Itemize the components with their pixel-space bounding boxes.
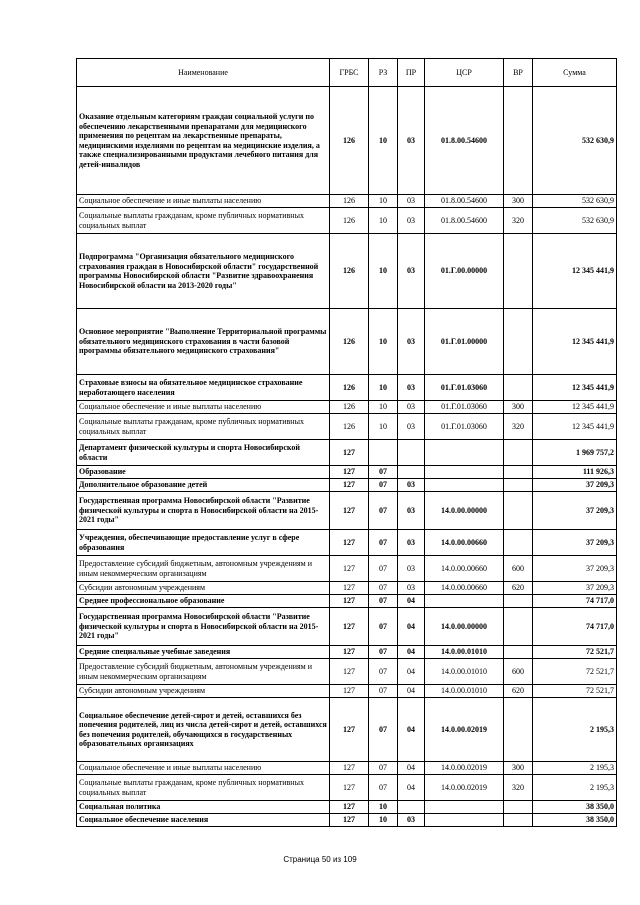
cell-csr: 01.Г.01.00000 <box>425 309 504 375</box>
cell-vr <box>504 801 533 814</box>
cell-csr: 14.0.00.00000 <box>425 492 504 530</box>
table-row <box>77 698 617 762</box>
cell-grbs: 127 <box>330 608 369 646</box>
cell-name: Среднее профессиональное образование <box>77 595 330 608</box>
cell-pr: 04 <box>398 646 425 659</box>
cell-grbs: 127 <box>330 775 369 801</box>
cell-vr <box>504 375 533 401</box>
table-row <box>77 762 617 775</box>
table-row <box>77 814 617 827</box>
cell-sum: 12 345 441,9 <box>533 234 617 309</box>
cell-csr: 14.0.00.02019 <box>425 775 504 801</box>
cell-name: Страховые взносы на обязательное медицинское страхование неработающего населения <box>77 375 330 401</box>
cell-sum: 2 195,3 <box>533 698 617 762</box>
cell-sum: 532 630,9 <box>533 195 617 208</box>
cell-name: Департамент физической культуры и спорта Новосибирской области <box>77 440 330 466</box>
cell-vr <box>504 440 533 466</box>
cell-rz: 07 <box>369 775 398 801</box>
cell-sum: 72 521,7 <box>533 646 617 659</box>
cell-rz: 10 <box>369 375 398 401</box>
cell-csr: 01.8.00.54600 <box>425 195 504 208</box>
table-row <box>77 608 617 646</box>
cell-grbs: 127 <box>330 582 369 595</box>
cell-rz: 07 <box>369 646 398 659</box>
cell-pr <box>398 801 425 814</box>
cell-name: Субсидии автономным учреждениям <box>77 582 330 595</box>
cell-pr: 03 <box>398 582 425 595</box>
cell-sum: 12 345 441,9 <box>533 375 617 401</box>
cell-csr <box>425 814 504 827</box>
cell-name: Подпрограмма "Организация обязательного медицинского страхования граждан в Новосибирской области" государственной программы Новосибирской области "Развитие здравоохранения Новосибирской области на 2013-2020 годы" <box>77 234 330 309</box>
cell-sum: 74 717,0 <box>533 608 617 646</box>
cell-vr <box>504 646 533 659</box>
cell-name: Предоставление субсидий бюджетным, автономным учреждениям и иным некоммерческим организациям <box>77 556 330 582</box>
cell-vr <box>504 698 533 762</box>
cell-rz: 07 <box>369 608 398 646</box>
cell-sum: 532 630,9 <box>533 87 617 195</box>
page-number: Страница 50 из 109 <box>283 855 357 864</box>
cell-name: Субсидии автономным учреждениям <box>77 685 330 698</box>
cell-grbs: 127 <box>330 801 369 814</box>
cell-grbs: 127 <box>330 440 369 466</box>
cell-grbs: 127 <box>330 595 369 608</box>
table-row <box>77 234 617 309</box>
cell-csr: 14.0.00.00000 <box>425 608 504 646</box>
cell-vr <box>504 466 533 479</box>
cell-name: Дополнительное образование детей <box>77 479 330 492</box>
cell-sum: 111 926,3 <box>533 466 617 479</box>
table-row <box>77 659 617 685</box>
cell-sum: 2 195,3 <box>533 775 617 801</box>
cell-csr: 01.8.00.54600 <box>425 87 504 195</box>
table-row <box>77 492 617 530</box>
cell-vr <box>504 479 533 492</box>
cell-name: Социальное обеспечение детей-сирот и детей, оставшихся без попечения родителей, лиц из числа детей-сирот и детей, оставшихся без попечения родителей, обучающихся в государственных образовательных организациях <box>77 698 330 762</box>
cell-name: Социальное обеспечение и иные выплаты населению <box>77 762 330 775</box>
cell-vr <box>504 309 533 375</box>
cell-rz: 07 <box>369 582 398 595</box>
cell-name: Основное мероприятие "Выполнение Территориальной программы обязательного медицинского страхования в части базовой программы обязательного медицинского страхования" <box>77 309 330 375</box>
cell-csr: 14.0.00.02019 <box>425 762 504 775</box>
cell-vr <box>504 234 533 309</box>
table-row <box>77 440 617 466</box>
cell-csr: 14.0.00.00660 <box>425 582 504 595</box>
cell-pr: 04 <box>398 595 425 608</box>
cell-csr <box>425 479 504 492</box>
cell-sum: 37 209,3 <box>533 492 617 530</box>
cell-vr: 320 <box>504 775 533 801</box>
budget-table <box>76 58 617 827</box>
cell-vr: 600 <box>504 556 533 582</box>
cell-grbs: 127 <box>330 556 369 582</box>
cell-csr <box>425 595 504 608</box>
cell-csr <box>425 801 504 814</box>
cell-pr: 04 <box>398 762 425 775</box>
cell-pr: 03 <box>398 401 425 414</box>
table-row <box>77 309 617 375</box>
table-row <box>77 801 617 814</box>
cell-sum: 12 345 441,9 <box>533 309 617 375</box>
cell-grbs: 127 <box>330 466 369 479</box>
cell-name: Социальные выплаты гражданам, кроме публичных нормативных социальных выплат <box>77 775 330 801</box>
cell-name: Социальные выплаты гражданам, кроме публичных нормативных социальных выплат <box>77 414 330 440</box>
cell-name: Средние специальные учебные заведения <box>77 646 330 659</box>
header-name: Наименование <box>77 59 330 87</box>
table-row <box>77 208 617 234</box>
table-row <box>77 195 617 208</box>
cell-name: Социальное обеспечение и иные выплаты населению <box>77 195 330 208</box>
cell-name: Учреждения, обеспечивающие предоставление услуг в сфере образования <box>77 530 330 556</box>
cell-grbs: 127 <box>330 762 369 775</box>
cell-sum: 37 209,3 <box>533 530 617 556</box>
cell-sum: 1 969 757,2 <box>533 440 617 466</box>
cell-vr <box>504 595 533 608</box>
cell-csr: 14.0.00.01010 <box>425 646 504 659</box>
cell-vr <box>504 608 533 646</box>
cell-sum: 38 350,0 <box>533 801 617 814</box>
cell-vr: 600 <box>504 659 533 685</box>
cell-rz: 10 <box>369 208 398 234</box>
cell-rz: 10 <box>369 195 398 208</box>
header-csr: ЦСР <box>425 59 504 87</box>
table-row <box>77 582 617 595</box>
cell-pr: 03 <box>398 814 425 827</box>
cell-rz: 10 <box>369 414 398 440</box>
cell-csr: 01.Г.01.03060 <box>425 401 504 414</box>
cell-name: Образование <box>77 466 330 479</box>
cell-rz: 10 <box>369 401 398 414</box>
cell-pr: 04 <box>398 608 425 646</box>
cell-vr: 300 <box>504 401 533 414</box>
cell-sum: 72 521,7 <box>533 659 617 685</box>
cell-pr: 03 <box>398 492 425 530</box>
cell-rz: 07 <box>369 466 398 479</box>
cell-name: Государственная программа Новосибирской области "Развитие физической культуры и спорта в Новосибирской области на 2015-2021 годы" <box>77 492 330 530</box>
cell-sum: 12 345 441,9 <box>533 401 617 414</box>
cell-sum: 74 717,0 <box>533 595 617 608</box>
cell-grbs: 127 <box>330 814 369 827</box>
cell-pr: 04 <box>398 685 425 698</box>
header-rz: РЗ <box>369 59 398 87</box>
cell-sum: 37 209,3 <box>533 556 617 582</box>
cell-name: Предоставление субсидий бюджетным, автономным учреждениям и иным некоммерческим организациям <box>77 659 330 685</box>
header-grbs: ГРБС <box>330 59 369 87</box>
cell-pr: 03 <box>398 556 425 582</box>
table-row <box>77 87 617 195</box>
cell-rz: 07 <box>369 530 398 556</box>
cell-vr: 320 <box>504 208 533 234</box>
cell-pr: 03 <box>398 309 425 375</box>
cell-pr: 04 <box>398 659 425 685</box>
cell-csr: 14.0.00.00660 <box>425 530 504 556</box>
cell-csr: 01.Г.01.03060 <box>425 414 504 440</box>
cell-pr: 04 <box>398 698 425 762</box>
cell-vr <box>504 87 533 195</box>
cell-vr: 620 <box>504 582 533 595</box>
table-row <box>77 595 617 608</box>
cell-sum: 12 345 441,9 <box>533 414 617 440</box>
table-row <box>77 775 617 801</box>
cell-grbs: 127 <box>330 698 369 762</box>
cell-rz: 10 <box>369 801 398 814</box>
table-row <box>77 414 617 440</box>
cell-rz: 07 <box>369 479 398 492</box>
cell-pr <box>398 440 425 466</box>
cell-pr: 03 <box>398 375 425 401</box>
cell-vr: 320 <box>504 414 533 440</box>
cell-csr: 14.0.00.01010 <box>425 659 504 685</box>
cell-pr: 03 <box>398 195 425 208</box>
cell-csr <box>425 440 504 466</box>
cell-vr <box>504 530 533 556</box>
cell-name: Социальные выплаты гражданам, кроме публичных нормативных социальных выплат <box>77 208 330 234</box>
cell-csr: 01.8.00.54600 <box>425 208 504 234</box>
cell-grbs: 127 <box>330 492 369 530</box>
table-row <box>77 479 617 492</box>
cell-vr: 300 <box>504 762 533 775</box>
cell-rz: 10 <box>369 309 398 375</box>
cell-rz: 10 <box>369 814 398 827</box>
cell-pr: 04 <box>398 775 425 801</box>
cell-pr: 03 <box>398 87 425 195</box>
cell-sum: 532 630,9 <box>533 208 617 234</box>
cell-sum: 37 209,3 <box>533 479 617 492</box>
cell-csr: 14.0.00.00660 <box>425 556 504 582</box>
cell-rz: 07 <box>369 659 398 685</box>
cell-grbs: 127 <box>330 479 369 492</box>
table-row <box>77 530 617 556</box>
cell-name: Оказание отдельным категориям граждан социальной услуги по обеспечению лекарственными препаратами для медицинского применения по рецептам на лекарственные препараты, медицинскими изделиями по рецептам на медицинские изделия, а также специализированными продуктами лечебного питания для детей-инвалидов <box>77 87 330 195</box>
cell-sum: 72 521,7 <box>533 685 617 698</box>
cell-grbs: 126 <box>330 414 369 440</box>
cell-pr: 03 <box>398 414 425 440</box>
cell-sum: 37 209,3 <box>533 582 617 595</box>
cell-pr: 03 <box>398 208 425 234</box>
table-row <box>77 375 617 401</box>
cell-grbs: 126 <box>330 401 369 414</box>
cell-vr <box>504 492 533 530</box>
cell-pr: 03 <box>398 234 425 309</box>
cell-grbs: 126 <box>330 234 369 309</box>
table-header-row <box>77 59 617 87</box>
cell-grbs: 126 <box>330 309 369 375</box>
cell-name: Государственная программа Новосибирской области "Развитие физической культуры и спорта в Новосибирской области на 2015-2021 годы" <box>77 608 330 646</box>
header-pr: ПР <box>398 59 425 87</box>
cell-grbs: 127 <box>330 530 369 556</box>
cell-rz: 07 <box>369 595 398 608</box>
cell-vr: 300 <box>504 195 533 208</box>
cell-csr: 14.0.00.02019 <box>425 698 504 762</box>
cell-name: Социальная политика <box>77 801 330 814</box>
table-row <box>77 685 617 698</box>
cell-name: Социальное обеспечение населения <box>77 814 330 827</box>
cell-vr <box>504 814 533 827</box>
header-sum: Сумма <box>533 59 617 87</box>
cell-pr <box>398 466 425 479</box>
cell-sum: 38 350,0 <box>533 814 617 827</box>
table-row <box>77 401 617 414</box>
cell-csr: 14.0.00.01010 <box>425 685 504 698</box>
cell-rz: 07 <box>369 556 398 582</box>
table-row <box>77 556 617 582</box>
cell-csr: 01.Г.01.03060 <box>425 375 504 401</box>
cell-sum: 2 195,3 <box>533 762 617 775</box>
table-row <box>77 466 617 479</box>
cell-grbs: 126 <box>330 208 369 234</box>
cell-grbs: 127 <box>330 659 369 685</box>
cell-csr: 01.Г.00.00000 <box>425 234 504 309</box>
cell-grbs: 126 <box>330 375 369 401</box>
cell-rz: 07 <box>369 685 398 698</box>
cell-pr: 03 <box>398 479 425 492</box>
cell-grbs: 127 <box>330 685 369 698</box>
cell-csr <box>425 466 504 479</box>
table-row <box>77 646 617 659</box>
cell-pr: 03 <box>398 530 425 556</box>
cell-rz: 07 <box>369 698 398 762</box>
cell-grbs: 127 <box>330 646 369 659</box>
cell-rz <box>369 440 398 466</box>
cell-rz: 10 <box>369 87 398 195</box>
cell-rz: 10 <box>369 234 398 309</box>
cell-rz: 07 <box>369 762 398 775</box>
header-vr: ВР <box>504 59 533 87</box>
cell-grbs: 126 <box>330 87 369 195</box>
cell-rz: 07 <box>369 492 398 530</box>
cell-grbs: 126 <box>330 195 369 208</box>
cell-vr: 620 <box>504 685 533 698</box>
cell-name: Социальное обеспечение и иные выплаты населению <box>77 401 330 414</box>
